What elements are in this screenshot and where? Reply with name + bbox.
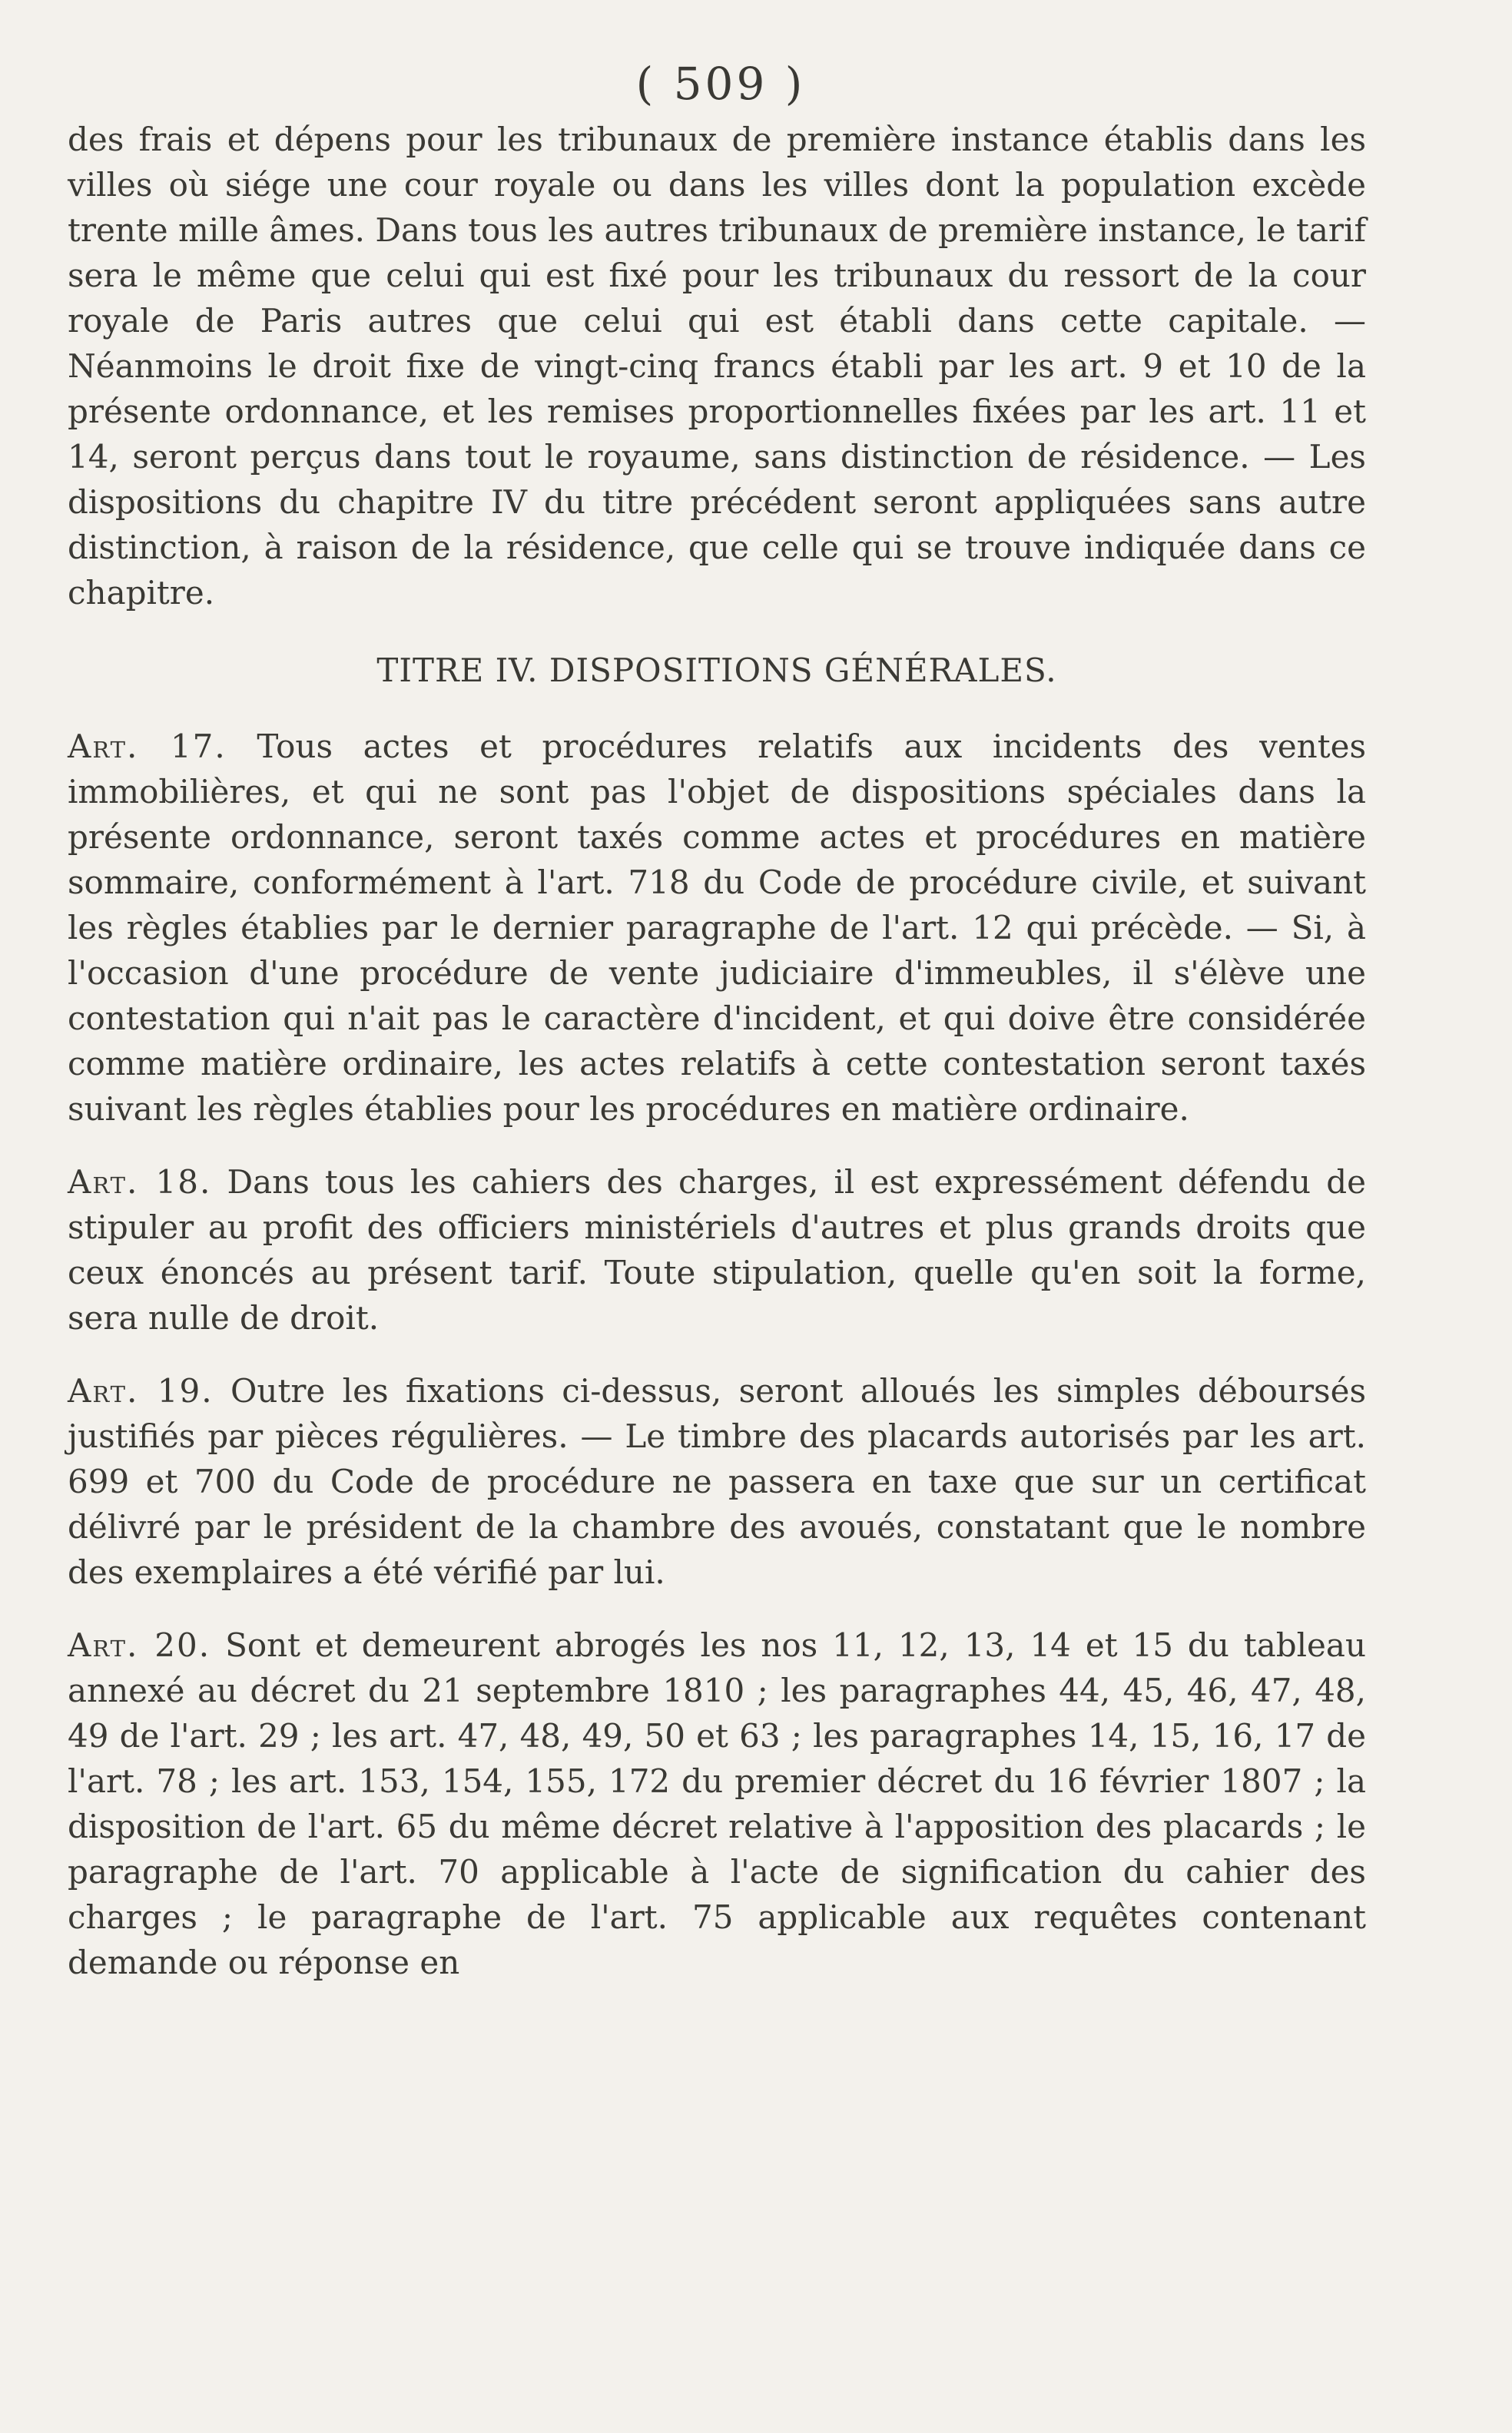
article-label: Art. 17. xyxy=(68,728,227,765)
article-20 xyxy=(68,1623,1366,1985)
article-label: Art. 18. xyxy=(68,1163,212,1201)
article-text: Outre les fixations ci-dessus, seront alloués les simples déboursés justifiés par pièces régulières. — Le timbre des placards autorisés par les art. 699 et 700 du Code de procédure ne passera en taxe que sur un certificat délivré par le président de la chambre des avoués, constatant que le nombre des exemplaires a été vérifié par lui. xyxy=(68,1372,1366,1591)
article-label: Art. 20. xyxy=(68,1626,211,1664)
article-18 xyxy=(68,1159,1366,1341)
title-heading: TITRE IV. DISPOSITIONS GÉNÉRALES. xyxy=(376,651,1057,689)
article-text: Sont et demeurent abrogés les nos 11, 12, 13, 14 et 15 du tableau annexé au décret du 21 septembre 1810 ; les paragraphes 44, 45, 46, 47, 48, 49 de l'art. 29 ; les art. 47, 48, 49, 50 et 63 ; les paragraphes 14, 15, 16, 17 de l'art. 78 ; les art. 153, 154, 155, 172 du premier décret du 16 février 1807 ; la disposition de l'art. 65 du même décret relative à l'apposition des placards ; le paragraphe de l'art. 70 applicable à l'acte de signification du cahier des charges ; le paragraphe de l'art. 75 applicable aux requêtes contenant demande ou réponse en xyxy=(68,1626,1367,1981)
article-19 xyxy=(68,1368,1366,1595)
article-label: Art. 19. xyxy=(68,1372,214,1410)
page-number: ( 509 ) xyxy=(635,58,806,110)
article-17 xyxy=(68,724,1366,1132)
document-page xyxy=(68,58,1367,1985)
article-text: Dans tous les cahiers des charges, il est expressément défendu de stipuler au profit des officiers ministériels d'autres et plus grands droits que ceux énoncés au présent tarif. Toute stipulation, quelle qu'en soit la forme, sera nulle de droit. xyxy=(68,1163,1366,1337)
intro-paragraph: des frais et dépens pour les tribunaux de première instance établis dans les villes où siége une cour royale ou dans les villes dont la population excède trente mille âmes. Dans tous les autres tribunaux de première instance, le tarif sera le même que celui qui est fixé pour les tribunaux du ressort de la cour royale de Paris autres que celui qui est établi dans cette capitale. — Néanmoins le droit fixe de vingt-cinq francs établi par les art. 9 et 10 de la présente ordonnance, et les remises proportionnelles fixées par les art. 11 et 14, seront perçus dans tout le royaume, sans distinction de résidence. — Les dispositions du chapitre IV du titre précédent seront appliquées sans autre distinction, à raison de la résidence, que celle qui se trouve indiquée dans ce chapitre. xyxy=(68,121,1366,612)
article-text: Tous actes et procédures relatifs aux incidents des ventes immobilières, et qui ne sont pas l'objet de dispositions spéciales dans la présente ordonnance, seront taxés comme actes et procédures en matière sommaire, conformément à l'art. 718 du Code de procédure civile, et suivant les règles établies par le dernier paragraphe de l'art. 12 qui précède. — Si, à l'occasion d'une procédure de vente judiciaire d'immeubles, il s'élève une contestation qui n'ait pas le caractère d'incident, et qui doive être considérée comme matière ordinaire, les actes relatifs à cette contestation seront taxés suivant les règles établies pour les procédures en matière ordinaire. xyxy=(68,728,1367,1128)
